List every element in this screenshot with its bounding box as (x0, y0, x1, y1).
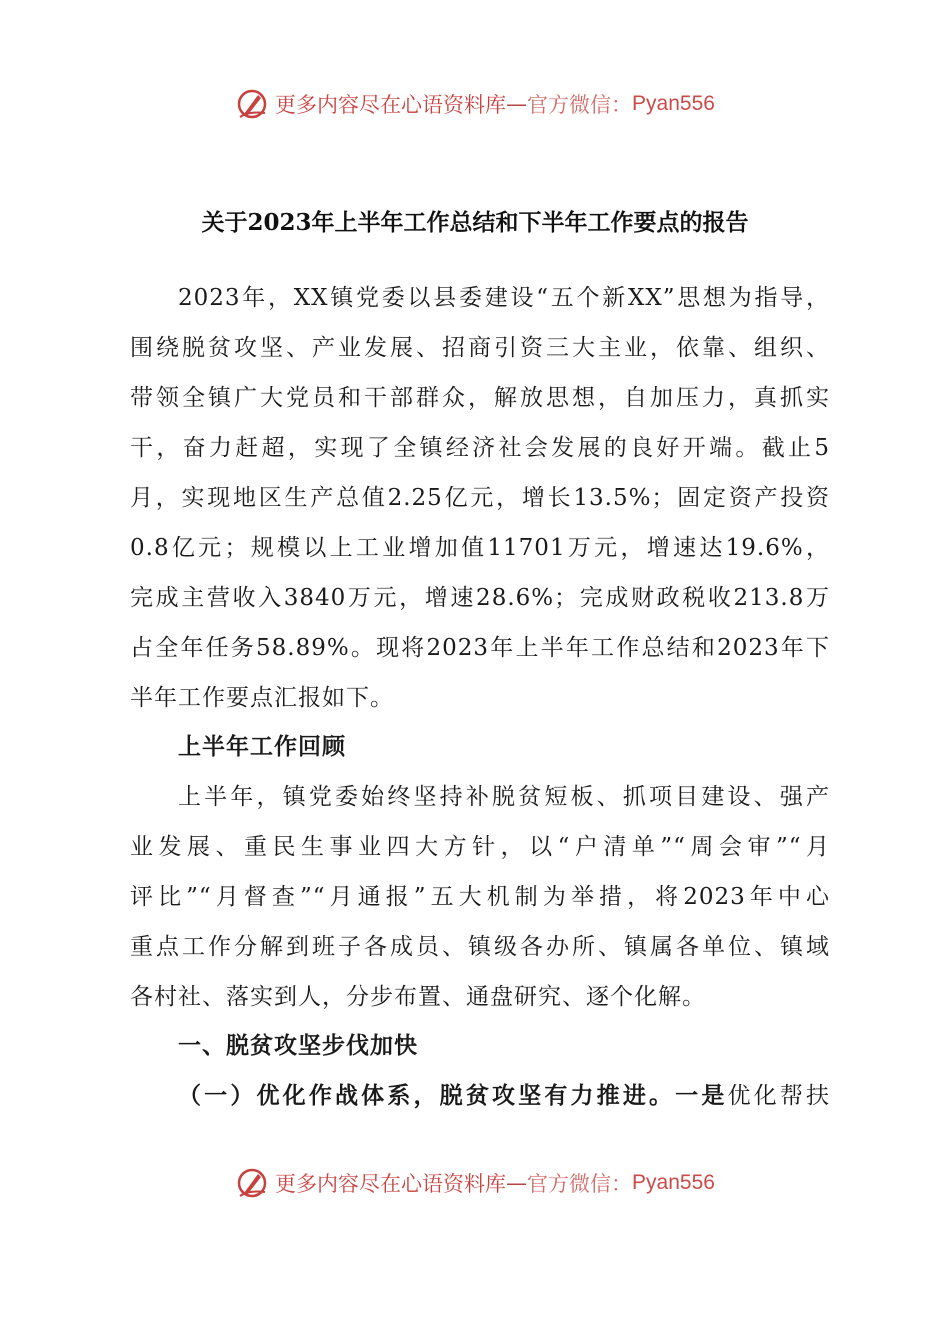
quill-logo-icon (235, 1166, 269, 1200)
banner-main-text: 更多内容尽在心语资料库 (275, 93, 507, 117)
intro-line: 0.8亿元；规模以上工业增加值11701万元，增速达19.6%， (130, 535, 830, 561)
document-title: 关于2023年上半年工作总结和下半年工作要点的报告 (201, 209, 749, 236)
watermark-banner-bottom (0, 1163, 950, 1203)
review-line: 评比”“月督查”“月通报”五大机制为举措，将2023年中心 (130, 884, 830, 910)
intro-line: 完成主营收入3840万元，增速28.6%；完成财政税收213.8万 (130, 585, 830, 611)
intro-line: 带领全镇广大党员和干部群众，解放思想，自加压力，真抓实 (130, 385, 830, 411)
review-line: 上半年，镇党委始终坚持补脱贫短板、抓项目建设、强产 (178, 784, 830, 810)
review-line: 各村社、落实到人，分步布置、通盘研究、逐个化解。 (130, 984, 706, 1010)
intro-line: 半年工作要点汇报如下。 (130, 685, 394, 711)
review-line: 业发展、重民生事业四大方针，以“户清单”“周会审”“月 (130, 834, 830, 860)
intro-line: 围绕脱贫攻坚、产业发展、招商引资三大主业，依靠、组织、 (130, 335, 830, 361)
section-heading-one: 一、脱贫攻坚步伐加快 (178, 1032, 418, 1059)
watermark-banner-top (0, 84, 950, 124)
banner-wechat-label: 官方微信： (527, 1172, 633, 1196)
banner-dash: — (506, 92, 528, 116)
intro-line: 干，奋力赶超，实现了全镇经济社会发展的良好开端。截止5 (130, 435, 830, 461)
intro-line: 占全年任务58.89%。现将2023年上半年工作总结和2023年下 (130, 635, 830, 661)
banner-wechat-label: 官方微信： (527, 93, 633, 117)
subsection-rest-text: 优化帮扶 (727, 1083, 831, 1109)
intro-line: 2023年，XX镇党委以县委建设“五个新XX”思想为指导， (178, 285, 830, 311)
banner-main-text: 更多内容尽在心语资料库 (275, 1172, 507, 1196)
banner-wechat-id: Pyan556 (632, 1171, 715, 1194)
review-line: 重点工作分解到班子各成员、镇级各办所、镇属各单位、镇域 (130, 934, 830, 960)
subsection-bold-text: （一）优化作战体系，脱贫攻坚有力推进。一是 (178, 1082, 728, 1109)
banner-dash: — (506, 1171, 528, 1195)
quill-logo-icon (235, 87, 269, 121)
section-heading-review: 上半年工作回顾 (178, 733, 346, 760)
subsection-line (178, 1071, 830, 1121)
banner-wechat-id: Pyan556 (632, 92, 715, 115)
intro-line: 月，实现地区生产总值2.25亿元，增长13.5%；固定资产投资 (130, 485, 830, 511)
